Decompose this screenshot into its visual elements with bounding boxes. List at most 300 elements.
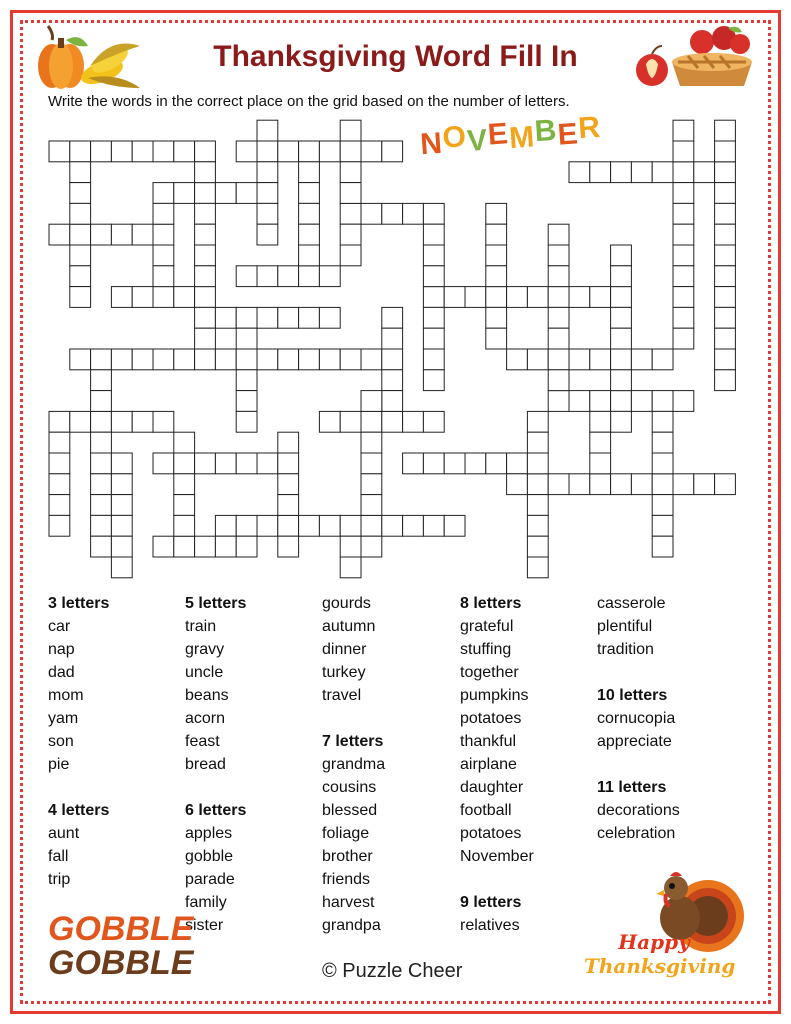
grid-cell[interactable]	[70, 349, 91, 370]
grid-cell[interactable]	[611, 370, 632, 391]
grid-cell[interactable]	[652, 162, 673, 183]
grid-cell[interactable]	[715, 183, 736, 204]
grid-cell[interactable]	[673, 328, 694, 349]
grid-cell[interactable]	[382, 141, 403, 162]
grid-cell[interactable]	[423, 287, 444, 308]
grid-cell[interactable]	[299, 141, 320, 162]
grid-cell[interactable]	[361, 349, 382, 370]
grid-cell[interactable]	[444, 515, 465, 536]
grid-cell[interactable]	[111, 224, 132, 245]
grid-cell[interactable]	[49, 141, 70, 162]
grid-cell[interactable]	[174, 453, 195, 474]
grid-cell[interactable]	[486, 307, 507, 328]
grid-cell[interactable]	[91, 141, 112, 162]
grid-cell[interactable]	[611, 245, 632, 266]
grid-cell[interactable]	[673, 120, 694, 141]
grid-cell[interactable]	[715, 474, 736, 495]
grid-cell[interactable]	[111, 515, 132, 536]
grid-cell[interactable]	[423, 349, 444, 370]
grid-cell[interactable]	[174, 287, 195, 308]
grid-cell[interactable]	[195, 162, 216, 183]
grid-cell[interactable]	[444, 453, 465, 474]
grid-cell[interactable]	[340, 203, 361, 224]
grid-cell[interactable]	[611, 266, 632, 287]
grid-cell[interactable]	[70, 245, 91, 266]
grid-cell[interactable]	[715, 224, 736, 245]
grid-cell[interactable]	[153, 183, 174, 204]
grid-cell[interactable]	[195, 266, 216, 287]
grid-cell[interactable]	[673, 391, 694, 412]
grid-cell[interactable]	[444, 287, 465, 308]
grid-cell[interactable]	[278, 536, 299, 557]
grid-cell[interactable]	[236, 183, 257, 204]
grid-cell[interactable]	[236, 411, 257, 432]
grid-cell[interactable]	[174, 536, 195, 557]
grid-cell[interactable]	[652, 515, 673, 536]
grid-cell[interactable]	[236, 370, 257, 391]
grid-cell[interactable]	[91, 349, 112, 370]
grid-cell[interactable]	[91, 370, 112, 391]
grid-cell[interactable]	[423, 245, 444, 266]
grid-cell[interactable]	[382, 370, 403, 391]
grid-cell[interactable]	[278, 349, 299, 370]
grid-cell[interactable]	[382, 515, 403, 536]
grid-cell[interactable]	[715, 162, 736, 183]
grid-cell[interactable]	[278, 495, 299, 516]
grid-cell[interactable]	[652, 536, 673, 557]
grid-cell[interactable]	[299, 515, 320, 536]
grid-cell[interactable]	[174, 474, 195, 495]
grid-cell[interactable]	[70, 411, 91, 432]
grid-cell[interactable]	[132, 287, 153, 308]
grid-cell[interactable]	[486, 203, 507, 224]
grid-cell[interactable]	[403, 411, 424, 432]
grid-cell[interactable]	[278, 432, 299, 453]
grid-cell[interactable]	[715, 245, 736, 266]
grid-cell[interactable]	[361, 432, 382, 453]
grid-cell[interactable]	[423, 515, 444, 536]
grid-cell[interactable]	[590, 432, 611, 453]
grid-cell[interactable]	[652, 474, 673, 495]
grid-cell[interactable]	[340, 224, 361, 245]
grid-cell[interactable]	[299, 349, 320, 370]
grid-cell[interactable]	[715, 203, 736, 224]
grid-cell[interactable]	[652, 432, 673, 453]
grid-cell[interactable]	[319, 411, 340, 432]
grid-cell[interactable]	[611, 162, 632, 183]
grid-cell[interactable]	[569, 349, 590, 370]
grid-cell[interactable]	[70, 141, 91, 162]
grid-cell[interactable]	[132, 224, 153, 245]
grid-cell[interactable]	[548, 370, 569, 391]
grid-cell[interactable]	[195, 307, 216, 328]
grid-cell[interactable]	[527, 349, 548, 370]
grid-cell[interactable]	[91, 495, 112, 516]
grid-cell[interactable]	[673, 287, 694, 308]
grid-cell[interactable]	[49, 515, 70, 536]
grid-cell[interactable]	[153, 266, 174, 287]
grid-cell[interactable]	[382, 349, 403, 370]
grid-cell[interactable]	[299, 245, 320, 266]
grid-cell[interactable]	[423, 266, 444, 287]
grid-cell[interactable]	[507, 453, 528, 474]
grid-cell[interactable]	[278, 474, 299, 495]
grid-cell[interactable]	[195, 349, 216, 370]
grid-cell[interactable]	[361, 141, 382, 162]
grid-cell[interactable]	[673, 224, 694, 245]
grid-cell[interactable]	[569, 162, 590, 183]
grid-cell[interactable]	[319, 307, 340, 328]
grid-cell[interactable]	[195, 453, 216, 474]
grid-cell[interactable]	[673, 141, 694, 162]
word-item: gravy	[185, 641, 225, 658]
grid-cell[interactable]	[257, 162, 278, 183]
grid-cell[interactable]	[236, 453, 257, 474]
grid-cell[interactable]	[257, 120, 278, 141]
grid-cell[interactable]	[278, 141, 299, 162]
grid-cell[interactable]	[715, 266, 736, 287]
grid-cell[interactable]	[278, 515, 299, 536]
grid-cell[interactable]	[673, 162, 694, 183]
grid-cell[interactable]	[486, 328, 507, 349]
grid-cell[interactable]	[174, 349, 195, 370]
grid-cell[interactable]	[548, 245, 569, 266]
grid-cell[interactable]	[611, 391, 632, 412]
grid-cell[interactable]	[153, 287, 174, 308]
grid-cell[interactable]	[299, 162, 320, 183]
grid-cell[interactable]	[340, 183, 361, 204]
grid-cell[interactable]	[153, 203, 174, 224]
grid-cell[interactable]	[174, 183, 195, 204]
grid-cell[interactable]	[91, 536, 112, 557]
grid-cell[interactable]	[70, 287, 91, 308]
grid-cell[interactable]	[319, 141, 340, 162]
word-item: autumn	[322, 618, 376, 635]
grid-cell[interactable]	[49, 432, 70, 453]
grid-cell[interactable]	[403, 453, 424, 474]
grid-cell[interactable]	[70, 224, 91, 245]
grid-cell[interactable]	[236, 349, 257, 370]
grid-cell[interactable]	[257, 266, 278, 287]
grid-cell[interactable]	[91, 411, 112, 432]
grid-cell[interactable]	[361, 411, 382, 432]
grid-cell[interactable]	[611, 287, 632, 308]
grid-cell[interactable]	[299, 183, 320, 204]
grid-cell[interactable]	[548, 224, 569, 245]
grid-cell[interactable]	[257, 349, 278, 370]
grid-cell[interactable]	[527, 515, 548, 536]
grid-cell[interactable]	[611, 307, 632, 328]
grid-cell[interactable]	[590, 391, 611, 412]
grid-cell[interactable]	[257, 203, 278, 224]
grid-cell[interactable]	[257, 183, 278, 204]
grid-cell[interactable]	[236, 307, 257, 328]
grid-cell[interactable]	[486, 287, 507, 308]
grid-cell[interactable]	[111, 474, 132, 495]
grid-cell[interactable]	[195, 287, 216, 308]
grid-cell[interactable]	[132, 141, 153, 162]
grid-cell[interactable]	[527, 474, 548, 495]
grid-cell[interactable]	[195, 141, 216, 162]
grid-cell[interactable]	[278, 307, 299, 328]
grid-cell[interactable]	[465, 453, 486, 474]
grid-cell[interactable]	[361, 391, 382, 412]
grid-cell[interactable]	[153, 349, 174, 370]
grid-cell[interactable]	[715, 120, 736, 141]
grid-cell[interactable]	[319, 349, 340, 370]
word-item: potatoes	[460, 825, 522, 842]
grid-cell[interactable]	[319, 515, 340, 536]
grid-cell[interactable]	[153, 224, 174, 245]
grid-cell[interactable]	[236, 328, 257, 349]
grid-cell[interactable]	[132, 349, 153, 370]
grid-cell[interactable]	[132, 411, 153, 432]
word-item: together	[460, 664, 519, 681]
grid-cell[interactable]	[507, 349, 528, 370]
grid-cell[interactable]	[340, 536, 361, 557]
grid-cell[interactable]	[340, 162, 361, 183]
grid-cell[interactable]	[299, 203, 320, 224]
grid-cell[interactable]	[423, 370, 444, 391]
word-item: gourds	[322, 595, 371, 612]
grid-cell[interactable]	[652, 391, 673, 412]
grid-cell[interactable]	[569, 391, 590, 412]
grid-cell[interactable]	[569, 287, 590, 308]
grid-cell[interactable]	[278, 453, 299, 474]
grid-cell[interactable]	[70, 266, 91, 287]
grid-cell[interactable]	[673, 474, 694, 495]
grid-cell[interactable]	[257, 307, 278, 328]
letter-count-header: 5 letters	[185, 595, 247, 612]
grid-cell[interactable]	[195, 245, 216, 266]
grid-cell[interactable]	[49, 495, 70, 516]
grid-cell[interactable]	[361, 495, 382, 516]
grid-cell[interactable]	[673, 203, 694, 224]
grid-cell[interactable]	[153, 141, 174, 162]
grid-cell[interactable]	[715, 287, 736, 308]
grid-cell[interactable]	[70, 162, 91, 183]
grid-cell[interactable]	[382, 411, 403, 432]
grid-cell[interactable]	[527, 411, 548, 432]
grid-cell[interactable]	[70, 183, 91, 204]
grid-cell[interactable]	[49, 224, 70, 245]
grid-cell[interactable]	[299, 224, 320, 245]
grid-cell[interactable]	[569, 474, 590, 495]
grid-cell[interactable]	[215, 183, 236, 204]
word-list-column-2	[185, 592, 246, 937]
grid-cell[interactable]	[715, 307, 736, 328]
grid-cell[interactable]	[423, 307, 444, 328]
grid-cell[interactable]	[236, 536, 257, 557]
grid-cell[interactable]	[673, 245, 694, 266]
grid-cell[interactable]	[236, 266, 257, 287]
grid-cell[interactable]	[91, 391, 112, 412]
grid-cell[interactable]	[507, 474, 528, 495]
grid-cell[interactable]	[631, 162, 652, 183]
grid-cell[interactable]	[111, 287, 132, 308]
grid-cell[interactable]	[174, 495, 195, 516]
grid-cell[interactable]	[257, 141, 278, 162]
grid-cell[interactable]	[361, 453, 382, 474]
grid-cell[interactable]	[236, 141, 257, 162]
grid-cell[interactable]	[403, 203, 424, 224]
grid-cell[interactable]	[236, 391, 257, 412]
word-item: gobble	[185, 848, 234, 865]
grid-cell[interactable]	[361, 203, 382, 224]
grid-cell[interactable]	[174, 432, 195, 453]
grid-cell[interactable]	[91, 453, 112, 474]
grid-cell[interactable]	[49, 411, 70, 432]
grid-cell[interactable]	[111, 536, 132, 557]
grid-cell[interactable]	[49, 474, 70, 495]
grid-cell[interactable]	[236, 515, 257, 536]
grid-cell[interactable]	[340, 557, 361, 578]
grid-cell[interactable]	[153, 245, 174, 266]
grid-cell[interactable]	[527, 287, 548, 308]
grid-cell[interactable]	[340, 349, 361, 370]
grid-cell[interactable]	[382, 328, 403, 349]
grid-cell[interactable]	[652, 411, 673, 432]
grid-cell[interactable]	[673, 183, 694, 204]
grid-cell[interactable]	[548, 328, 569, 349]
grid-cell[interactable]	[195, 183, 216, 204]
grid-cell[interactable]	[382, 307, 403, 328]
grid-cell[interactable]	[257, 453, 278, 474]
grid-cell[interactable]	[361, 515, 382, 536]
grid-cell[interactable]	[715, 370, 736, 391]
grid-cell[interactable]	[715, 349, 736, 370]
grid-cell[interactable]	[590, 349, 611, 370]
grid-cell[interactable]	[423, 411, 444, 432]
word-item: pie	[48, 756, 70, 773]
grid-cell[interactable]	[673, 266, 694, 287]
grid-cell[interactable]	[340, 515, 361, 536]
grid-cell[interactable]	[548, 474, 569, 495]
grid-cell[interactable]	[91, 515, 112, 536]
grid-cell[interactable]	[340, 411, 361, 432]
grid-cell[interactable]	[486, 224, 507, 245]
grid-cell[interactable]	[486, 266, 507, 287]
grid-cell[interactable]	[49, 453, 70, 474]
grid-cell[interactable]	[611, 411, 632, 432]
grid-cell[interactable]	[611, 474, 632, 495]
grid-cell[interactable]	[215, 453, 236, 474]
grid-cell[interactable]	[153, 536, 174, 557]
grid-cell[interactable]	[257, 224, 278, 245]
grid-cell[interactable]	[215, 536, 236, 557]
grid-cell[interactable]	[590, 474, 611, 495]
grid-cell[interactable]	[299, 307, 320, 328]
grid-cell[interactable]	[486, 245, 507, 266]
word-item: sister	[185, 917, 224, 934]
word-item: grandpa	[322, 917, 381, 934]
grid-cell[interactable]	[590, 162, 611, 183]
grid-cell[interactable]	[423, 203, 444, 224]
grid-cell[interactable]	[195, 203, 216, 224]
word-item: grateful	[460, 618, 514, 635]
grid-cell[interactable]	[361, 536, 382, 557]
grid-cell[interactable]	[111, 495, 132, 516]
grid-cell[interactable]	[548, 307, 569, 328]
grid-cell[interactable]	[486, 453, 507, 474]
grid-cell[interactable]	[652, 349, 673, 370]
grid-cell[interactable]	[153, 453, 174, 474]
grid-cell[interactable]	[174, 515, 195, 536]
grid-cell[interactable]	[215, 307, 236, 328]
grid-cell[interactable]	[527, 557, 548, 578]
grid-cell[interactable]	[527, 432, 548, 453]
grid-cell[interactable]	[673, 307, 694, 328]
grid-cell[interactable]	[423, 224, 444, 245]
grid-cell[interactable]	[361, 474, 382, 495]
grid-cell[interactable]	[195, 328, 216, 349]
grid-cell[interactable]	[195, 536, 216, 557]
grid-cell[interactable]	[340, 120, 361, 141]
grid-cell[interactable]	[91, 474, 112, 495]
grid-cell[interactable]	[70, 203, 91, 224]
grid-cell[interactable]	[111, 411, 132, 432]
grid-cell[interactable]	[631, 391, 652, 412]
grid-cell[interactable]	[215, 515, 236, 536]
grid-cell[interactable]	[548, 266, 569, 287]
grid-cell[interactable]	[548, 391, 569, 412]
grid-cell[interactable]	[548, 287, 569, 308]
grid-cell[interactable]	[91, 224, 112, 245]
grid-cell[interactable]	[299, 266, 320, 287]
grid-cell[interactable]	[527, 536, 548, 557]
grid-cell[interactable]	[631, 474, 652, 495]
grid-cell[interactable]	[548, 349, 569, 370]
grid-cell[interactable]	[694, 474, 715, 495]
grid-cell[interactable]	[174, 141, 195, 162]
grid-cell[interactable]	[111, 349, 132, 370]
grid-cell[interactable]	[340, 141, 361, 162]
grid-cell[interactable]	[694, 162, 715, 183]
grid-cell[interactable]	[423, 453, 444, 474]
grid-cell[interactable]	[423, 328, 444, 349]
grid-cell[interactable]	[257, 515, 278, 536]
grid-cell[interactable]	[590, 411, 611, 432]
grid-cell[interactable]	[590, 453, 611, 474]
grid-cell[interactable]	[382, 203, 403, 224]
grid-cell[interactable]	[611, 328, 632, 349]
grid-cell[interactable]	[527, 453, 548, 474]
grid-cell[interactable]	[527, 495, 548, 516]
grid-cell[interactable]	[195, 224, 216, 245]
grid-cell[interactable]	[111, 141, 132, 162]
grid-cell[interactable]	[611, 349, 632, 370]
grid-cell[interactable]	[590, 287, 611, 308]
grid-cell[interactable]	[652, 453, 673, 474]
grid-cell[interactable]	[111, 453, 132, 474]
word-item: football	[460, 802, 512, 819]
grid-cell[interactable]	[153, 411, 174, 432]
grid-cell[interactable]	[631, 349, 652, 370]
grid-cell[interactable]	[715, 328, 736, 349]
grid-cell[interactable]	[507, 287, 528, 308]
grid-cell[interactable]	[382, 391, 403, 412]
grid-cell[interactable]	[715, 141, 736, 162]
grid-cell[interactable]	[465, 287, 486, 308]
grid-cell[interactable]	[91, 432, 112, 453]
grid-cell[interactable]	[215, 349, 236, 370]
grid-cell[interactable]	[111, 557, 132, 578]
grid-cell[interactable]	[278, 266, 299, 287]
grid-cell[interactable]	[652, 495, 673, 516]
grid-cell[interactable]	[319, 266, 340, 287]
grid-cell[interactable]	[403, 515, 424, 536]
grid-cell[interactable]	[340, 245, 361, 266]
